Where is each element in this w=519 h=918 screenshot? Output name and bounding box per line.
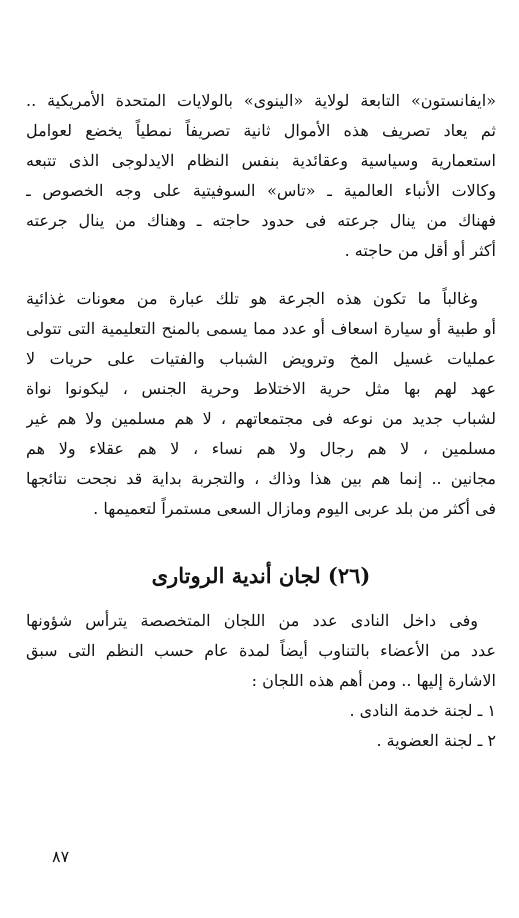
text-line: الاشارة إليها .. ومن أهم هذه اللجان : <box>251 671 496 690</box>
text-line: استعمارية وسياسية وعقائدية بنفس النظام الايدلوجى الذى تتبعه <box>26 151 496 170</box>
text-line: فى أكثر من بلد عربى اليوم ومازال السعى مستمراً لتعميمها . <box>93 499 496 518</box>
text-line: أكثر أو أقل من حاجته . <box>344 241 496 260</box>
paragraph-1 <box>26 86 496 266</box>
text-line: فهناك من ينال جرعته فى حدود حاجته ـ وهناك من ينال جرعته <box>26 211 496 230</box>
list-item: ٢ ـ لجنة العضوية . <box>376 731 496 750</box>
text-line: مجانين .. إنما هم بين هذا وذاك ، والتجربة بداية قد نجحت نتائجها <box>26 469 496 488</box>
list-item: ١ ـ لجنة خدمة النادى . <box>349 701 496 720</box>
text-line: عهد لهم بها مثل حرية الاختلاط وحرية الجنس ، ليكونوا نواة <box>26 379 496 398</box>
paragraph-2 <box>26 284 496 524</box>
text-line: وغالباً ما تكون هذه الجرعة هو تلك عبارة من معونات غذائية <box>26 289 478 308</box>
text-line: مسلمين ، لا هم رجال ولا هم نساء ، لا هم عقلاء ولا هم <box>26 439 496 458</box>
text-line: أو طبية أو سيارة اسعاف أو عدد مما يسمى بالمنح التعليمية التى تتولى <box>26 319 496 338</box>
text-line: لشباب جديد من نوعه فى مجتمعاتهم ، لا هم مسلمين ولا هم غير <box>26 409 496 428</box>
text-line: عدد من الأعضاء بالتناوب أيضاً لمدة عام حسب النظم التى سبق <box>26 641 496 660</box>
text-line: وفى داخل النادى عدد من اللجان المتخصصة يترأس شؤونها <box>26 611 478 630</box>
page-number: ٨٧ <box>52 847 70 866</box>
text-line: «ايفانستون» التابعة لولاية «الينوى» بالولايات المتحدة الأمريكية .. <box>26 91 496 110</box>
paragraph-3 <box>26 606 496 756</box>
section-heading: (٢٦) لجان أندية الروتارى <box>151 563 371 588</box>
text-line: عمليات غسيل المخ وترويض الشباب والفتيات على حريات لا <box>26 349 496 368</box>
text-line: ثم يعاد تصريف هذه الأموال ثانية تصريفاً نمطياً يخضع لعوامل <box>26 121 496 140</box>
text-line: وكالات الأنباء العالمية ـ «تاس» السوفيتية على وجه الخصوص ـ <box>26 181 496 200</box>
